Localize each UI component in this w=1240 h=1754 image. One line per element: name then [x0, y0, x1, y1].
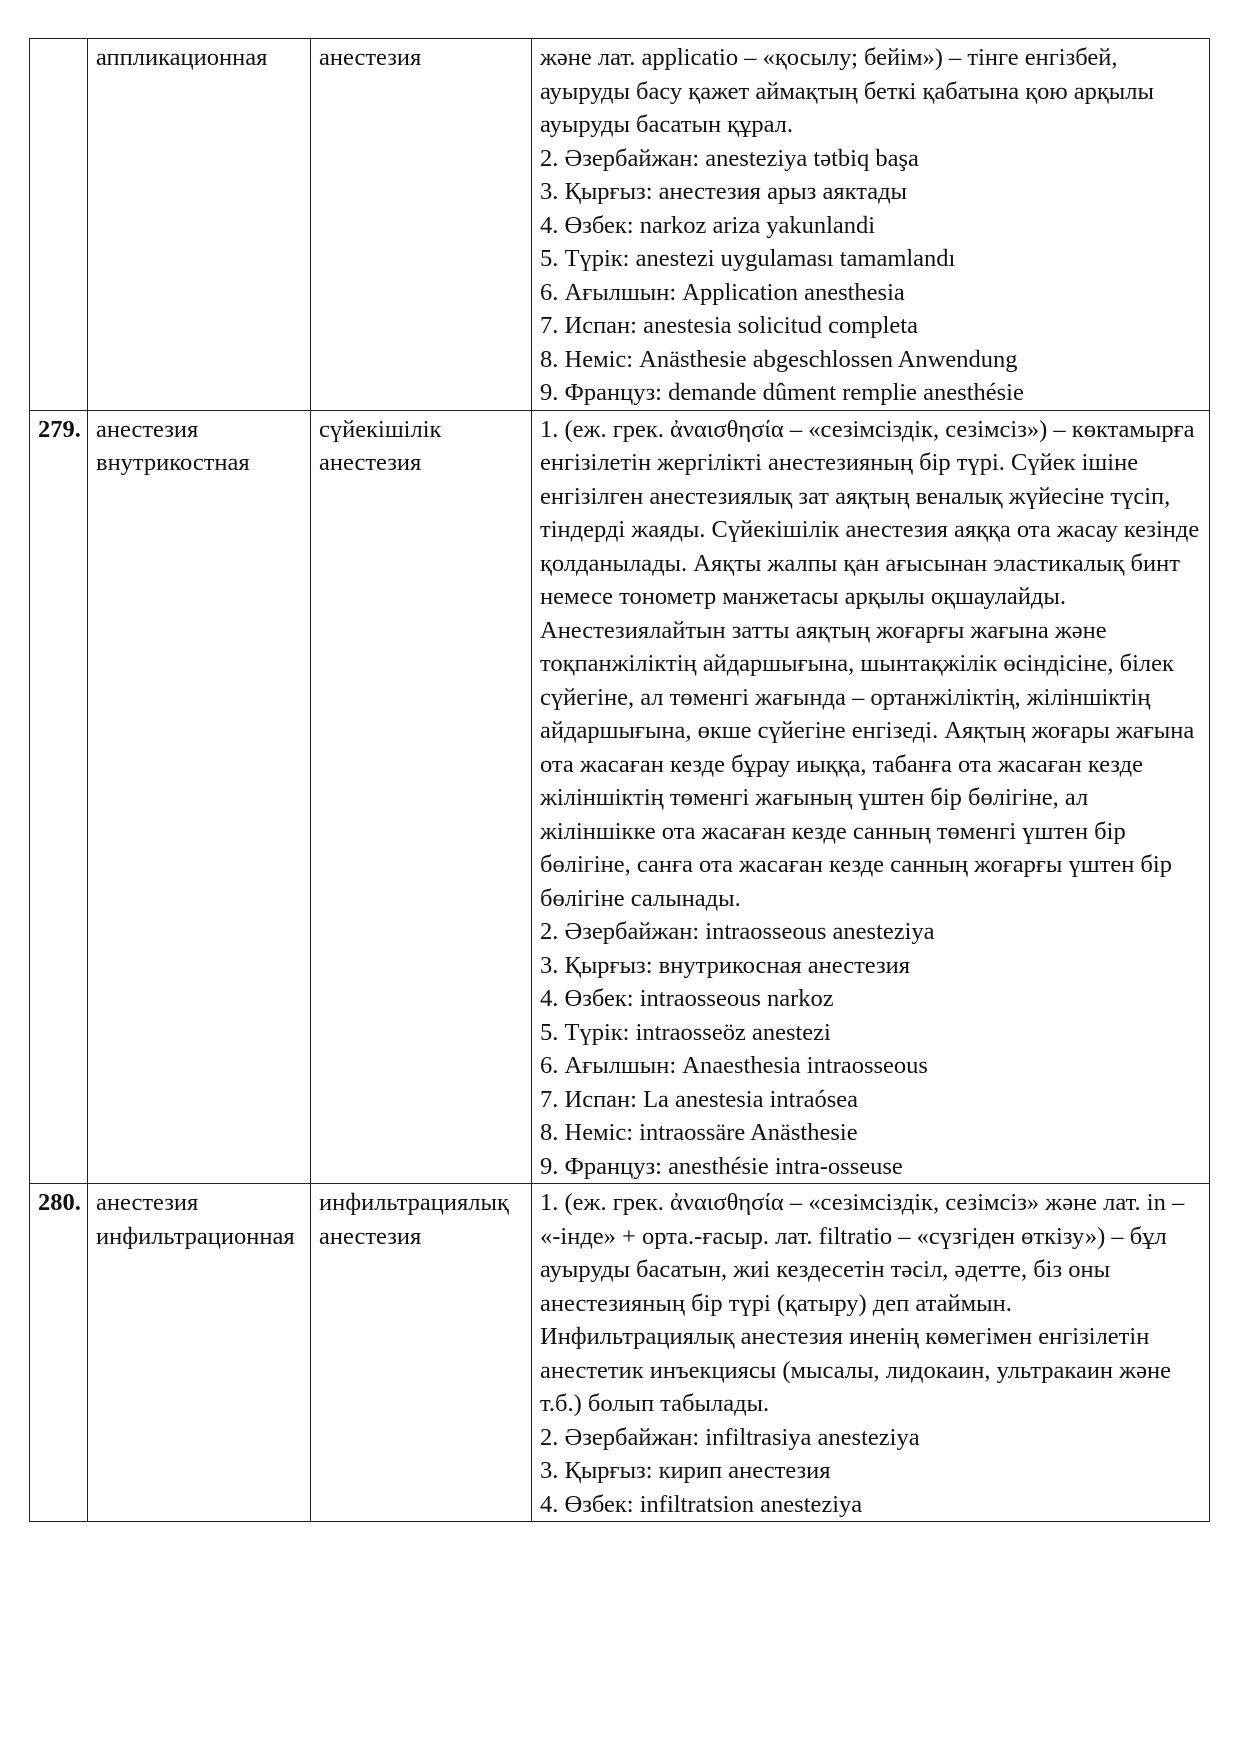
entry-number [30, 39, 88, 411]
translation-line: 3. Қырғыз: анестезия арыз аяктады [540, 178, 907, 205]
translation-line: 6. Ағылшын: Anaesthesia intraosseous [540, 1052, 928, 1079]
kazakh-term: инфильтрациялық анестезия [311, 1184, 532, 1522]
translation-line: 4. Өзбек: infiltratsion anesteziya [540, 1490, 863, 1518]
translation-line: 8. Неміс: intraossäre Anästhesie [540, 1119, 858, 1146]
translation-line: 5. Түрік: anestezi uygulaması tamamlandı [540, 245, 956, 272]
translation-line: 9. Француз: demande dûment remplie anesthésie [540, 379, 1024, 406]
translation-line: 4. Өзбек: narkoz ariza yakunlandi [540, 211, 876, 239]
definition-cell [532, 39, 1210, 411]
kazakh-term: анестезия [311, 39, 532, 411]
translation-line: 3. Қырғыз: кирип анестезия [540, 1457, 831, 1484]
translation-line: 2. Әзербайжан: intraosseous anesteziya [540, 918, 935, 945]
translation-line: 7. Испан: anestesia solicitud completa [540, 312, 918, 339]
dictionary-table [29, 38, 1210, 1522]
definition-cell [532, 1184, 1210, 1522]
translation-line: 2. Әзербайжан: anesteziya tətbiq başa [540, 144, 919, 172]
entry-number: 280. [30, 1184, 88, 1522]
definition-text: 1. (еж. грек. ἀναισθησία – «сезімсіздік, сезімсіз» және лат. in – «-інде» + орта.-ғасыр. лат. filtratio – «сүзгіден өткізу») – бұл ауыруды басатын, жиі кездесетін тәсіл, әдетте, біз оны анестезияның бір түрі (қатыру) деп атаймын. Инфильтрациялық анестезия иненің көмегімен енгізілетін анестетик инъекциясы (мысалы, лидокаин, ультракаин және т.б.) болып табылады. [540, 1189, 1185, 1417]
definition-cell [532, 410, 1210, 1184]
russian-term: анестезия внутрикостная [88, 410, 311, 1184]
translation-line: 7. Испан: La anestesia intraósea [540, 1085, 859, 1113]
table-row [30, 39, 1210, 411]
definition-text: және лат. applicatio – «қосылу; бейім») – тінге енгізбей, ауыруды басу қажет аймақтың беткі қабатына қою арқылы ауыруды басатын құрал. [540, 44, 1154, 138]
entry-number: 279. [30, 410, 88, 1184]
translation-line: 8. Неміс: Anästhesie abgeschlossen Anwendung [540, 345, 1018, 373]
translation-line: 5. Түрік: intraosseöz anestezi [540, 1018, 831, 1046]
table-row [30, 410, 1210, 1184]
russian-term: аппликационная [88, 39, 311, 411]
translation-line: 6. Ағылшын: Application anesthesia [540, 278, 905, 306]
translation-line: 4. Өзбек: intraosseous narkoz [540, 985, 834, 1012]
translation-line: 2. Әзербайжан: infiltrasiya anesteziya [540, 1423, 920, 1451]
definition-text: 1. (еж. грек. ἀναισθησία – «сезімсіздік, сезімсіз») – көктамырға енгізілетін жергілікті анестезияның бір түрі. Сүйек ішіне енгізілген анестезиялық зат аяқтың веналық жүйесіне түсіп, тіндерді жаяды. Сүйекішілік анестезия аяққа ота жасау кезінде қолданылады. Аяқты жалпы қан ағысынан эластикалық бинт немесе тонометр манжетасы арқылы оқшаулайды. Анестезиялайтын затты аяқтың жоғарғы жағына және тоқпанжіліктің айдаршығына, шынтақжілік өсіндісіне, білек сүйегіне, ал төменгі жағында – ортанжіліктің, жіліншіктің айдаршығына, өкше сүйегіне енгізеді. Аяқтың жоғары жағына ота жасаған кезде бұрау иыққа, табанға ота жасаған кезде жіліншіктің төменгі жағының үштен бір бөлігіне, ал жіліншікке ота жасаған кезде санның төменгі үштен бір бөлігіне, санға ота жасаған кезде санның жоғарғы үштен бір бөлігіне салынады. [540, 415, 1200, 912]
russian-term: анестезия инфильтрационная [88, 1184, 311, 1522]
translation-line: 9. Француз: anesthésie intra-osseuse [540, 1152, 903, 1180]
kazakh-term: сүйекішілік анестезия [311, 410, 532, 1184]
table-row [30, 1184, 1210, 1522]
translation-line: 3. Қырғыз: внутрикосная анестезия [540, 951, 911, 979]
